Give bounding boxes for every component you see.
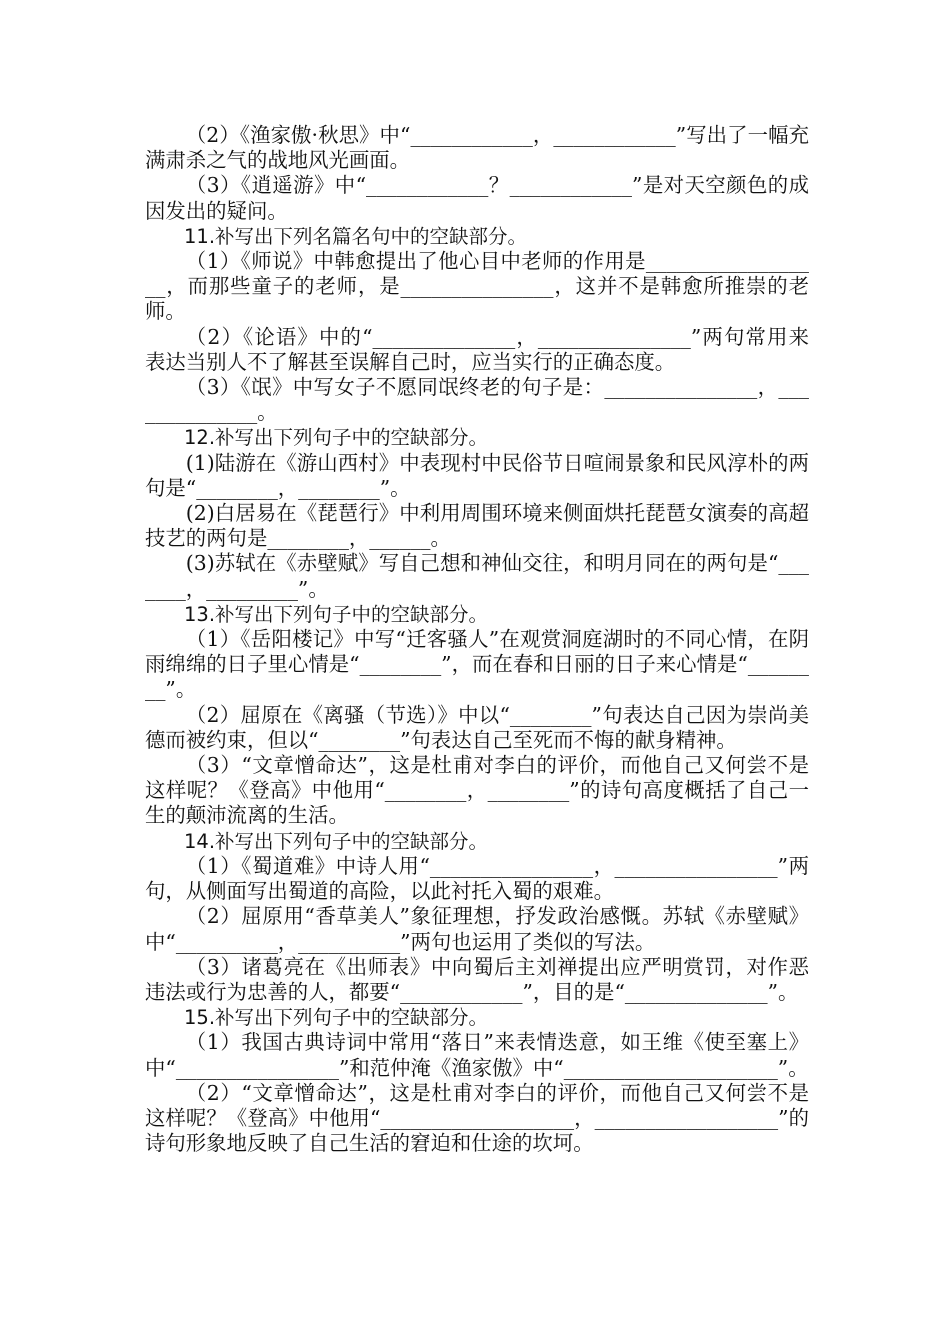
question-13-heading: 13.补写出下列句子中的空缺部分。	[184, 602, 489, 626]
question-15-2: （2）“文章憎命达”，这是杜甫对李白的评价，而他自己又何尝不是这样呢？《登高》中他用“___________________，__________________”的诗句形象地反映了自己生活的窘迫和仕途的坎坷。	[145, 1080, 809, 1156]
question-12-1: (1)陆游在《游山西村》中表现村中民俗节日喧闹景象和民风淳朴的两句是“________，________”。	[145, 450, 809, 500]
question-14-heading: 14.补写出下列句子中的空缺部分。	[184, 829, 489, 853]
question-12-3: (3)苏轼在《赤壁赋》写自己想和神仙交往，和明月同在的两句是“_______，_________”。	[145, 551, 809, 601]
question-10-3: （3）《逍遥游》中“____________？____________”是对天空颜色的成因发出的疑问。	[145, 173, 809, 223]
question-13-2: （2）屈原在《离骚（节选）》中以“________”句表达自己因为崇尚美德而被约束，但以“________”句表达自己至死而不悔的献身精神。	[145, 702, 809, 752]
question-15-1: （1）我国古典诗词中常用“落日”来表情迭意，如王维《使至塞上》中“________________”和范仲淹《渔家傲》中“_____________________”。	[145, 1030, 809, 1080]
question-15-heading: 15.补写出下列句子中的空缺部分。	[184, 1006, 489, 1030]
question-11-heading: 11.补写出下列名篇名句中的空缺部分。	[184, 224, 528, 248]
question-14-2: （2）屈原用“香草美人”象征理想，抒发政治感慨。苏轼《赤壁赋》中“__________，__________”两句也运用了类似的写法。	[145, 904, 809, 954]
question-11-2: （2）《论语》中的“______________，_______________”两句常用来表达当别人不了解甚至误解自己时，应当实行的正确态度。	[145, 324, 809, 374]
question-11-3: （3）《氓》中写女子不愿同氓终老的句子是：_______________，______________。	[145, 375, 809, 425]
question-11-1: （1）《师说》中韩愈提出了他心目中老师的作用是__________________，而那些童子的老师，是_______________，这并不是韩愈所推崇的老师。	[145, 249, 809, 324]
question-12-heading: 12.补写出下列句子中的空缺部分。	[184, 426, 489, 450]
question-13-1: （1）《岳阳楼记》中写“迁客骚人”在观赏洞庭湖时的不同心情，在阴雨绵绵的日子里心情是“________”，而在春和日丽的日子来心情是“________”。	[145, 627, 809, 702]
question-14-1: （1）《蜀道难》中诗人用“________________，________________”两句，从侧面写出蜀道的高险，以此衬托入蜀的艰难。	[145, 853, 809, 904]
question-14-3: （3）诸葛亮在《出师表》中向蜀后主刘禅提出应严明赏罚，对作恶违法或行为忠善的人，都要“____________”，目的是“______________”。	[145, 954, 809, 1004]
question-13-3: （3）“文章憎命达”，这是杜甫对李白的评价，而他自己又何尝不是这样呢？《登高》中他用“________，________”的诗句高度概括了自己一生的颠沛流离的生活。	[145, 753, 809, 828]
question-10-2: （2）《渔家傲·秋思》中“____________，____________”写出了一幅充满肃杀之气的战地风光画面。	[145, 123, 809, 173]
document-page	[145, 123, 809, 1156]
question-12-2: (2)白居易在《琵琶行》中利用周围环境来侧面烘托琵琶女演奏的高超技艺的两句是________，______。	[145, 501, 809, 551]
